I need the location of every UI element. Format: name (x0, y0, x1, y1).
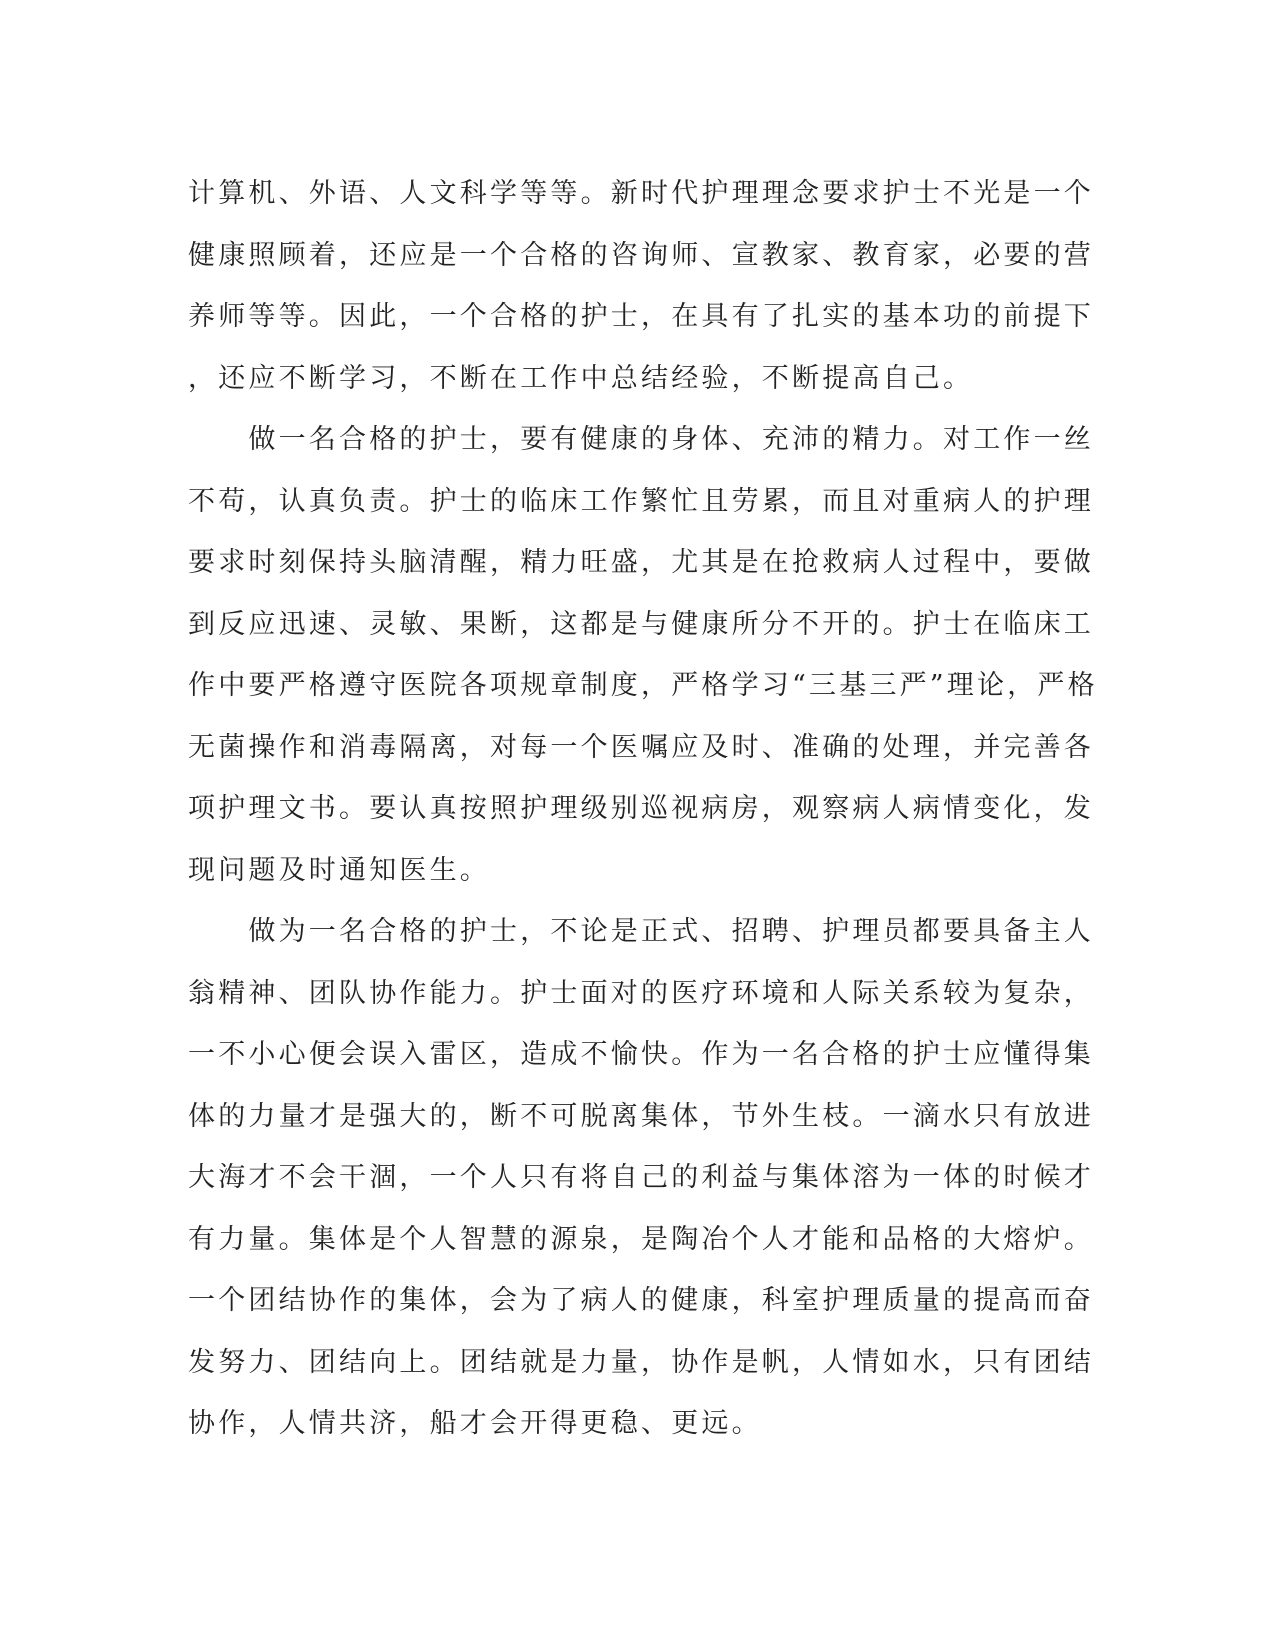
paragraph-line: 大海才不会干涸，一个人只有将自己的利益与集体溶为一体的时候才 (188, 1162, 1094, 1193)
paragraph-line: ，还应不断学习，不断在工作中总结经验，不断提高自己。 (188, 362, 974, 394)
paragraph-line: 协作，人情共济，船才会开得更稳、更远。 (188, 1408, 762, 1439)
paragraph-line: 现问题及时通知医生。 (188, 854, 490, 886)
paragraph-line: 有力量。集体是个人智慧的源泉，是陶冶个人才能和品格的大熔炉。 (188, 1223, 1094, 1255)
paragraph-line: 要求时刻保持头脑清醒，精力旺盛，尤其是在抢救病人过程中，要做 (188, 547, 1094, 578)
paragraph-1 (188, 163, 1094, 409)
paragraph-line: 一不小心便会误入雷区，造成不愉快。作为一名合格的护士应懂得集 (188, 1039, 1094, 1070)
paragraph-line: 翁精神、团队协作能力。护士面对的医疗环境和人际关系较为复杂， (188, 977, 1094, 1009)
paragraph-line: 项护理文书。要认真按照护理级别巡视病房，观察病人病情变化，发 (188, 793, 1094, 824)
paragraph-line: 养师等等。因此，一个合格的护士，在具有了扎实的基本功的前提下 (188, 301, 1094, 332)
paragraph-line: 体的力量才是强大的，断不可脱离集体，节外生枝。一滴水只有放进 (188, 1100, 1094, 1132)
paragraph-line: 到反应迅速、灵敏、果断，这都是与健康所分不开的。护士在临床工 (188, 608, 1094, 640)
paragraph-2 (188, 409, 1098, 901)
paragraph-line: 一个团结协作的集体，会为了病人的健康，科室护理质量的提高而奋 (188, 1285, 1094, 1316)
paragraph-line: 无菌操作和消毒隔离，对每一个医嘱应及时、准确的处理，并完善各 (188, 731, 1094, 763)
paragraph-line: 作中要严格遵守医院各项规章制度，严格学习“三基三严”理论，严格 (188, 670, 1098, 701)
paragraph-line: 做为一名合格的护士，不论是正式、招聘、护理员都要具备主人 (188, 916, 1094, 947)
paragraph-line: 计算机、外语、人文科学等等。新时代护理理念要求护士不光是一个 (188, 178, 1094, 209)
paragraph-line: 不苟，认真负责。护士的临床工作繁忙且劳累，而且对重病人的护理 (188, 485, 1094, 517)
paragraph-line: 做一名合格的护士，要有健康的身体、充沛的精力。对工作一丝 (188, 424, 1094, 455)
paragraph-line: 健康照顾着，还应是一个合格的咨询师、宣教家、教育家，必要的营 (188, 239, 1094, 271)
paragraph-3 (188, 901, 1094, 1455)
document-body (188, 163, 1098, 1455)
paragraph-line: 发努力、团结向上。团结就是力量，协作是帆，人情如水，只有团结 (188, 1346, 1094, 1378)
